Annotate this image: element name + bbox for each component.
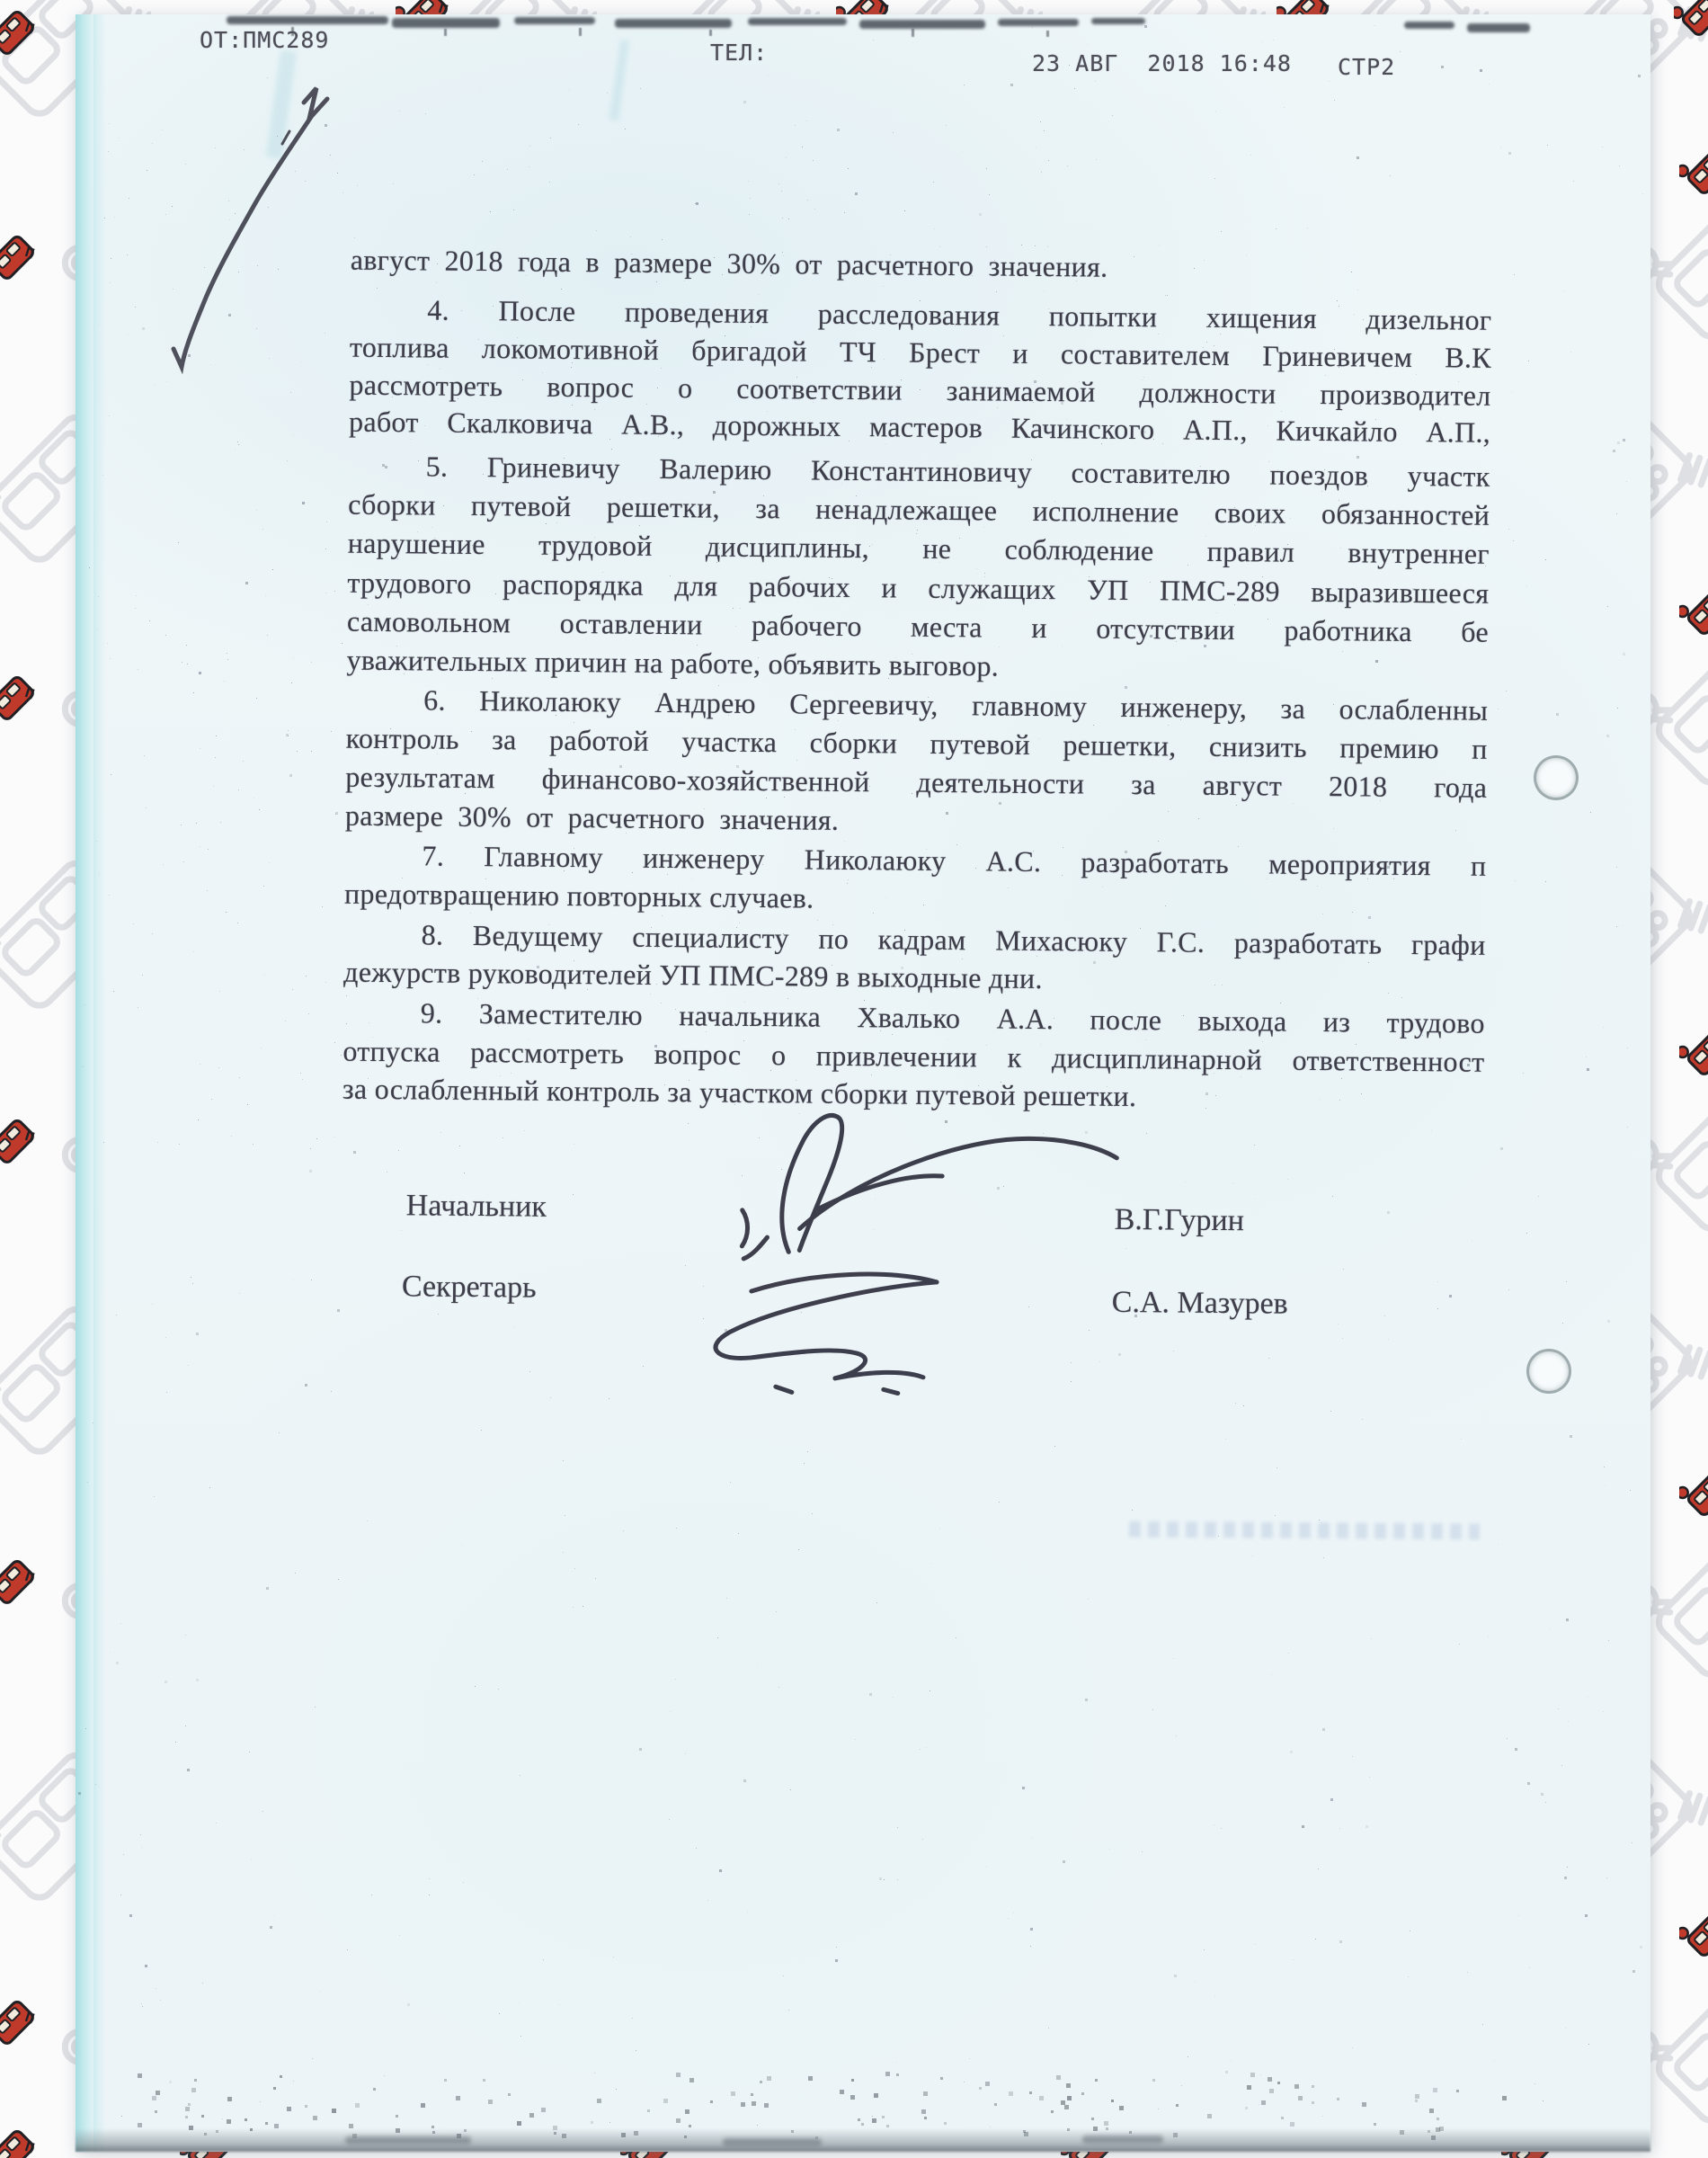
document-line: уважительных причин на работе, объявить выговор.	[346, 643, 1000, 682]
watermark-red-logo-icon	[0, 229, 40, 288]
signoff-name-secretary: С.А. Мазурев	[1111, 1285, 1288, 1321]
watermark-red-logo-icon	[1674, 0, 1708, 44]
watermark-red-logo-icon	[0, 2124, 40, 2158]
document-line: 5. Гриневичу Валерию Константиновичу составителю поездов участк	[425, 450, 1490, 493]
signature-director	[709, 1102, 1152, 1273]
document-line: трудового распорядка для рабочих и служащих УП ПМС-289 выразившееся	[347, 566, 1490, 610]
document-line: топлива локомотивной бригадой ТЧ Брест и составителем Гриневичем В.К	[349, 330, 1492, 374]
watermark-red-logo-icon	[0, 1113, 40, 1172]
fax-header-datetime: 23 АВГ 2018 16:48	[1032, 50, 1292, 76]
document-line: 6. Николаюку Андрею Сергеевичу, главному инженеру, за ослабленны	[423, 683, 1489, 727]
document-line: отпуска рассмотреть вопрос о привлечении к дисциплинарной ответственност	[342, 1034, 1485, 1078]
watermark-red-logo-icon	[0, 670, 40, 728]
bottom-smudge	[723, 2138, 822, 2146]
document-line: 4. После проведения расследования попытки хищения дизельног	[427, 293, 1492, 336]
signoff-name-director: В.Г.Гурин	[1114, 1202, 1245, 1238]
signature-secretary	[668, 1260, 1019, 1403]
hole-punch	[1526, 1349, 1571, 1394]
document-line: предотвращению повторных случаев.	[343, 877, 814, 914]
document-line: 8. Ведущему специалисту по кадрам Михасюку Г.С. разработать графи	[421, 918, 1486, 961]
watermark-red-logo-icon	[0, 1994, 40, 2053]
document-line: август 2018 года в размере 30% от расчетного значения.	[350, 243, 1108, 283]
bottom-smudge	[1082, 2136, 1163, 2144]
signoff-title-director: Начальник	[405, 1189, 547, 1224]
document-line: контроль за работой участка сборки путевой решетки, снизить премию п	[345, 721, 1488, 765]
bottom-smudge	[345, 2136, 471, 2145]
document-line: результатам финансово-хозяйственной деятельности за август 2018 года	[345, 760, 1488, 804]
watermark-red-logo-icon	[1679, 144, 1708, 202]
document-line: за ослабленный контроль за участком сборки путевой решетки.	[342, 1072, 1137, 1113]
scanned-page	[76, 14, 1650, 2152]
hole-punch	[1534, 755, 1579, 800]
document-line: 7. Главному инженеру Николаюку А.С. разработать мероприятия п	[422, 839, 1487, 882]
document-line: рассмотреть вопрос о соответствии занимаемой должности производител	[349, 368, 1491, 412]
document-line: размере 30% от расчетного значения.	[344, 798, 840, 836]
document-line: дежурств руководителей УП ПМС-289 в выходные дни.	[343, 955, 1043, 995]
document-line: сборки путевой решетки, за ненадлежащее исполнение своих обязанностей	[348, 487, 1490, 531]
fax-header-from: ОТ:ПМС289	[200, 27, 330, 53]
document-line: 9. Заместителю начальника Хвалько А.А. после выхода из трудово	[420, 996, 1485, 1039]
fax-header-page-number: СТР2	[1338, 54, 1396, 80]
fax-header-tel-label: ТЕЛ:	[710, 40, 769, 66]
pen-scribble	[85, 77, 354, 374]
document-line: нарушение трудовой дисциплины, не соблюдение правил внутреннег	[347, 526, 1490, 570]
watermark-red-logo-icon	[1679, 1466, 1708, 1524]
watermark-red-logo-icon	[1679, 1906, 1708, 1965]
document-line: работ Скалковича А.В., дорожных мастеров Качинского А.П., Кичкайло А.П.,	[348, 405, 1491, 449]
document-text-block	[339, 14, 1494, 1464]
bottom-scan-edge	[76, 2128, 1650, 2152]
ghost-print	[1129, 1521, 1480, 1540]
watermark-red-logo-icon	[1679, 1025, 1708, 1083]
document-line: самовольном оставлении рабочего места и отсутствии работника бе	[346, 604, 1490, 648]
signoff-title-secretary: Секретарь	[401, 1270, 537, 1305]
watermark-red-logo-icon	[0, 4, 40, 63]
watermark-red-logo-icon	[0, 1554, 40, 1612]
watermark-red-logo-icon	[1679, 584, 1708, 643]
